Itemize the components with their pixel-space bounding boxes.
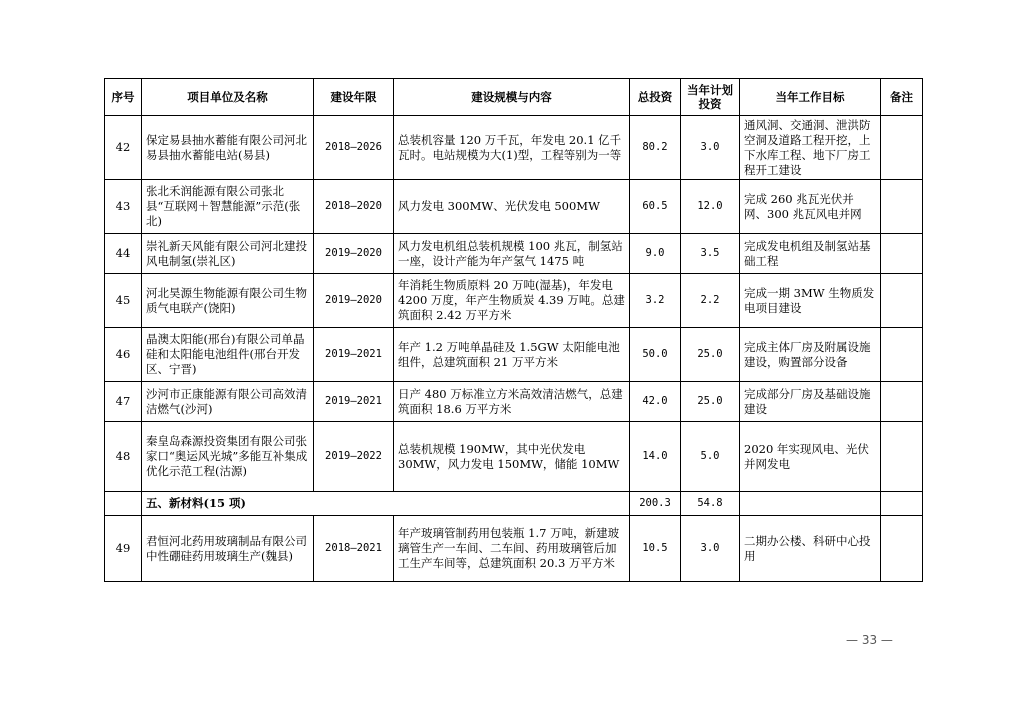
- row-scale: 年产玻璃管制药用包装瓶 1.7 万吨，新建玻璃管生产一车间、二车间、药用玻璃管后加工生产车间等，总建筑面积 20.3 万平方米: [394, 516, 630, 582]
- row-scale: 总装机容量 120 万千瓦，年发电 20.1 亿千瓦时。电站规模为大(1)型，工程等别为一等: [394, 116, 630, 180]
- row-unit: 张北禾润能源有限公司张北县“互联网＋智慧能源”示范(张北): [142, 180, 314, 234]
- row-note: [881, 422, 923, 492]
- row-no: 49: [105, 516, 142, 582]
- section-plan: 54.8: [681, 492, 740, 516]
- row-note: [881, 328, 923, 382]
- row-plan: 2.2: [681, 274, 740, 328]
- row-scale: 日产 480 万标准立方米高效清洁燃气，总建筑面积 18.6 万平方米: [394, 382, 630, 422]
- row-scale: 总装机规模 190MW，其中光伏发电 30MW，风力发电 150MW，储能 10MW: [394, 422, 630, 492]
- row-goal: 完成一期 3MW 生物质发电项目建设: [740, 274, 881, 328]
- row-no: 45: [105, 274, 142, 328]
- row-total: 9.0: [630, 234, 681, 274]
- row-no: 46: [105, 328, 142, 382]
- table-row: [105, 234, 923, 274]
- row-total: 50.0: [630, 328, 681, 382]
- row-unit: 晶澳太阳能(邢台)有限公司单晶硅和太阳能电池组件(邢台开发区、宁晋): [142, 328, 314, 382]
- row-unit: 君恒河北药用玻璃制品有限公司中性硼硅药用玻璃生产(魏县): [142, 516, 314, 582]
- row-note: [881, 116, 923, 180]
- row-scale: 风力发电 300MW、光伏发电 500MW: [394, 180, 630, 234]
- row-unit: 河北昊源生物能源有限公司生物质气电联产(饶阳): [142, 274, 314, 328]
- row-note: [881, 516, 923, 582]
- row-total: 60.5: [630, 180, 681, 234]
- row-goal: 通风洞、交通洞、泄洪防空洞及道路工程开挖，上下水库工程、地下厂房工程开工建设: [740, 116, 881, 180]
- row-goal: 二期办公楼、科研中心投用: [740, 516, 881, 582]
- header-total: 总投资: [630, 79, 681, 116]
- row-goal: 完成发电机组及制氢站基础工程: [740, 234, 881, 274]
- table-row: [105, 422, 923, 492]
- table-row: [105, 516, 923, 582]
- row-plan: 25.0: [681, 328, 740, 382]
- row-total: 80.2: [630, 116, 681, 180]
- section-total: 200.3: [630, 492, 681, 516]
- row-plan: 3.0: [681, 116, 740, 180]
- header-note: 备注: [881, 79, 923, 116]
- table-row: [105, 328, 923, 382]
- section-no: [105, 492, 142, 516]
- project-table: [104, 78, 923, 582]
- header-plan: 当年计划投资: [681, 79, 740, 116]
- row-plan: 12.0: [681, 180, 740, 234]
- row-no: 42: [105, 116, 142, 180]
- table-row: [105, 382, 923, 422]
- row-years: 2018—2026: [314, 116, 394, 180]
- header-goal: 当年工作目标: [740, 79, 881, 116]
- row-plan: 25.0: [681, 382, 740, 422]
- header-unit: 项目单位及名称: [142, 79, 314, 116]
- header-years: 建设年限: [314, 79, 394, 116]
- row-total: 3.2: [630, 274, 681, 328]
- row-note: [881, 234, 923, 274]
- row-note: [881, 382, 923, 422]
- row-unit: 保定易县抽水蓄能有限公司河北易县抽水蓄能电站(易县): [142, 116, 314, 180]
- row-goal: 完成部分厂房及基础设施建设: [740, 382, 881, 422]
- row-plan: 3.5: [681, 234, 740, 274]
- row-scale: 年产 1.2 万吨单晶硅及 1.5GW 太阳能电池组件，总建筑面积 21 万平方米: [394, 328, 630, 382]
- row-no: 43: [105, 180, 142, 234]
- row-total: 10.5: [630, 516, 681, 582]
- row-scale: 年消耗生物质原料 20 万吨(湿基)，年发电 4200 万度，年产生物质炭 4.39 万吨。总建筑面积 2.42 万平方米: [394, 274, 630, 328]
- row-no: 44: [105, 234, 142, 274]
- row-years: 2018—2020: [314, 180, 394, 234]
- row-goal: 完成主体厂房及附属设施建设，购置部分设备: [740, 328, 881, 382]
- table-row: [105, 180, 923, 234]
- section-row: [105, 492, 923, 516]
- page-number: — 33 —: [846, 633, 893, 647]
- row-goal: 2020 年实现风电、光伏并网发电: [740, 422, 881, 492]
- row-total: 14.0: [630, 422, 681, 492]
- row-years: 2019—2020: [314, 274, 394, 328]
- table-row: [105, 274, 923, 328]
- row-years: 2019—2022: [314, 422, 394, 492]
- row-note: [881, 180, 923, 234]
- row-no: 48: [105, 422, 142, 492]
- section-goal: [740, 492, 881, 516]
- row-scale: 风力发电机组总装机规模 100 兆瓦，制氢站一座，设计产能为年产氢气 1475 吨: [394, 234, 630, 274]
- row-unit: 秦皇岛森源投资集团有限公司张家口“奥运风光城”多能互补集成优化示范工程(沽源): [142, 422, 314, 492]
- row-years: 2018—2021: [314, 516, 394, 582]
- row-years: 2019—2021: [314, 328, 394, 382]
- row-unit: 沙河市正康能源有限公司高效清洁燃气(沙河): [142, 382, 314, 422]
- row-note: [881, 274, 923, 328]
- row-years: 2019—2020: [314, 234, 394, 274]
- row-total: 42.0: [630, 382, 681, 422]
- row-goal: 完成 260 兆瓦光伏并网、300 兆瓦风电并网: [740, 180, 881, 234]
- row-unit: 崇礼新天风能有限公司河北建投风电制氢(崇礼区): [142, 234, 314, 274]
- table-row: [105, 116, 923, 180]
- row-years: 2019—2021: [314, 382, 394, 422]
- section-note: [881, 492, 923, 516]
- section-title: 五、新材料(15 项): [142, 492, 630, 516]
- header-no: 序号: [105, 79, 142, 116]
- row-plan: 5.0: [681, 422, 740, 492]
- row-plan: 3.0: [681, 516, 740, 582]
- row-no: 47: [105, 382, 142, 422]
- table-header-row: [105, 79, 923, 116]
- header-scale: 建设规模与内容: [394, 79, 630, 116]
